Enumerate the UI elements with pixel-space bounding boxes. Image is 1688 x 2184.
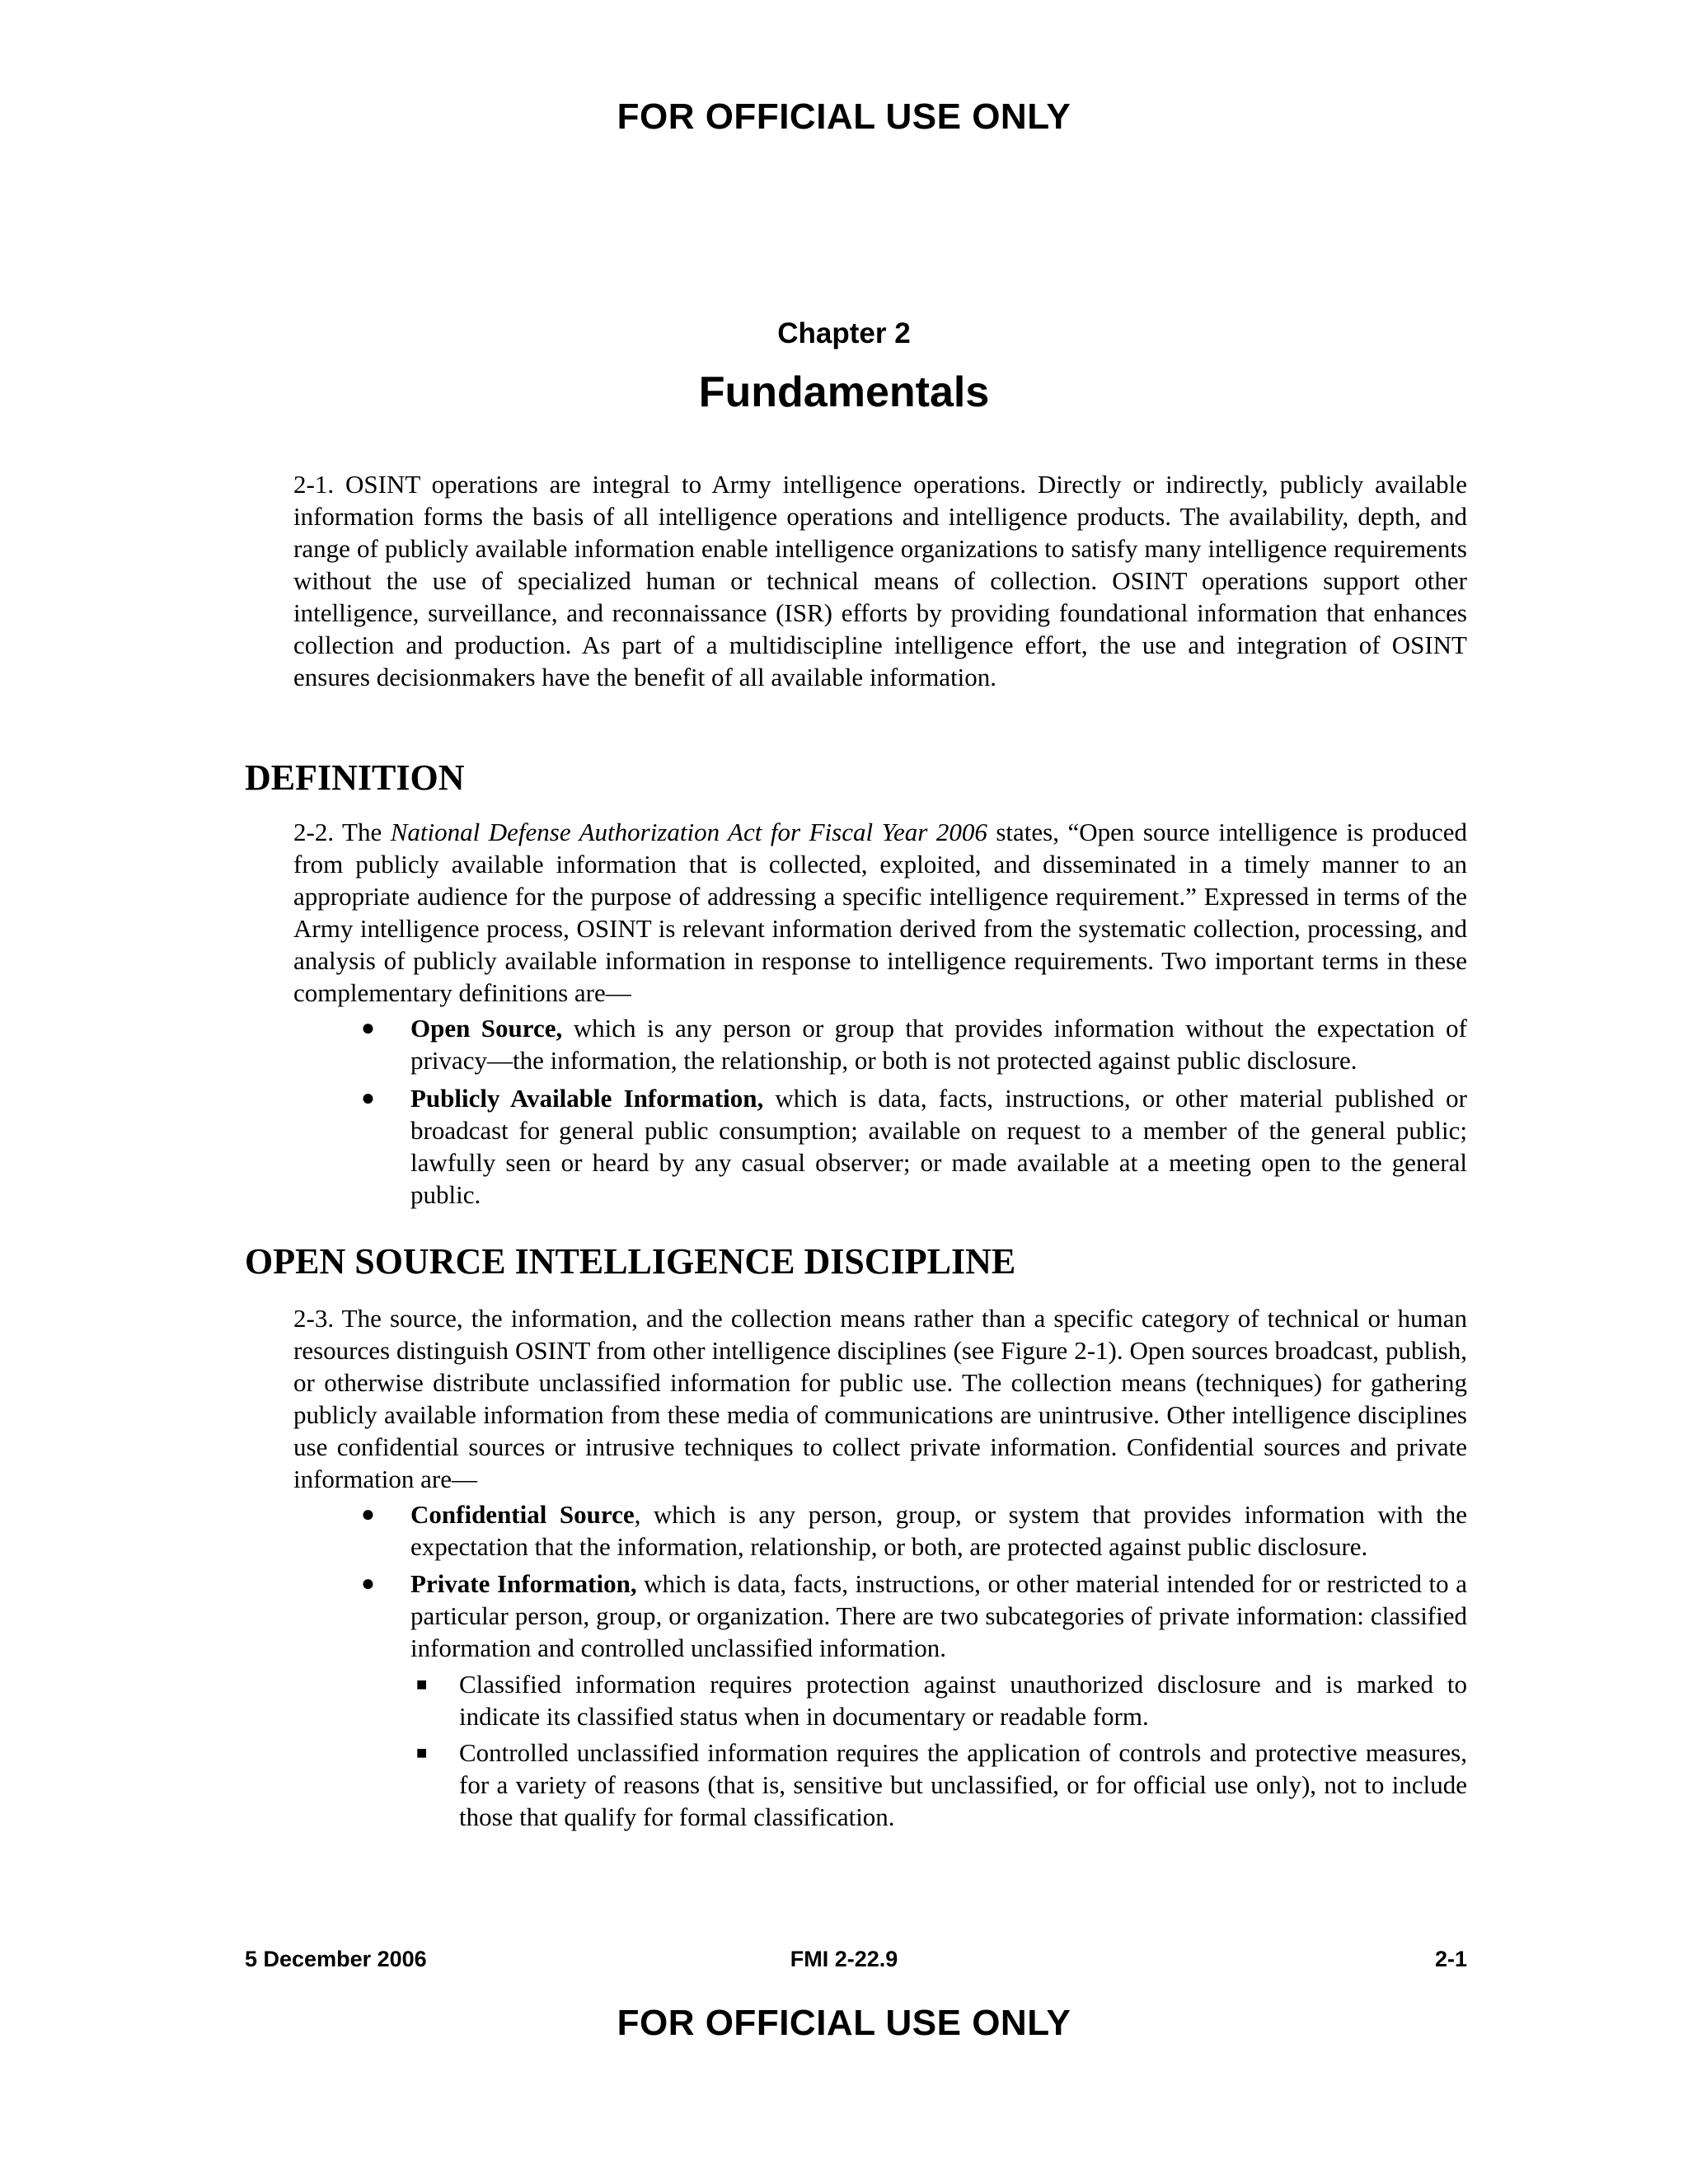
bullet-dot-icon: ●	[361, 1571, 375, 1596]
chapter-title: Fundamentals	[698, 368, 990, 416]
footer-page-number: 2-1	[1434, 1947, 1467, 1971]
section-heading-osint-discipline: OPEN SOURCE INTELLIGENCE DISCIPLINE	[245, 1241, 1016, 1282]
bullet-open-source	[361, 1012, 1467, 1076]
paragraph-2-2-prefix: 2-2. The	[293, 818, 391, 846]
bullet-dot-icon: ●	[361, 1502, 375, 1527]
act-title: National Defense Authorization Act for Fiscal Year 2006	[390, 818, 987, 846]
security-marking-bottom: FOR OFFICIAL USE ONLY	[617, 2003, 1071, 2043]
footer-date: 5 December 2006	[245, 1947, 427, 1971]
bullet-text: which is data, facts, instructions, or other material intended for or restricted to a particular person, group, or organization. There are two subcategories of private information: classified information and controlled unclassified information.	[410, 1569, 1467, 1662]
bullet-term: Private Information,	[410, 1569, 637, 1598]
bullet-text: which is any person or group that provides information without the expectation of privacy—the information, the relationship, or both is not protected against public disclosure.	[410, 1014, 1467, 1075]
bullet-term: Confidential Source	[410, 1500, 635, 1529]
bullet-dot-icon: ●	[361, 1015, 375, 1041]
sub-bullet-controlled-unclassified	[416, 1736, 1467, 1833]
paragraph-2-2	[293, 816, 1467, 1009]
paragraph-2-2-body: states, “Open source intelligence is produced from publicly available information that is collected, exploited, and disseminated in a timely manner to an appropriate audience for the purpose of addressing a specific intelligence requirement.” Expressed in terms of the Army intelligence process, OSINT is relevant information derived from the systematic collection, processing, and analysis of publicly available information in response to intelligence requirements. Two important terms in these complementary definitions are—	[293, 818, 1467, 1007]
paragraph-2-3: 2-3. The source, the information, and the collection means rather than a specific category of technical or human resources distinguish OSINT from other intelligence disciplines (see Figure 2-1). Open sources broadcast, publish, or otherwise distribute unclassified information for public use. The collection means (techniques) for gathering publicly available information from these media of communications are unintrusive. Other intelligence disciplines use confidential sources or intrusive techniques to collect private information. Confidential sources and private information are—	[293, 1304, 1467, 1493]
bullet-confidential-source	[361, 1498, 1467, 1563]
bullet-text: which is data, facts, instructions, or other material published or broadcast for general public consumption; available on request to a member of the general public; lawfully seen or heard by any casual observer; or made available at a meeting open to the general public.	[410, 1084, 1467, 1209]
square-bullet-icon: ■	[416, 1742, 428, 1763]
section-heading-definition: DEFINITION	[245, 757, 465, 798]
bullet-text: , which is any person, group, or system that provides information with the expectation that the information, relationship, or both, are protected against public disclosure.	[410, 1500, 1467, 1561]
bullet-term: Open Source,	[410, 1014, 563, 1043]
bullet-dot-icon: ●	[361, 1085, 375, 1111]
bullet-publicly-available-information	[361, 1082, 1467, 1211]
security-marking-top: FOR OFFICIAL USE ONLY	[617, 96, 1071, 137]
sub-bullet-classified-information	[416, 1668, 1467, 1732]
square-bullet-icon: ■	[416, 1674, 428, 1694]
sub-bullet-text: Classified information requires protection against unauthorized disclosure and is marked to indicate its classified status when in documentary or readable form.	[459, 1670, 1467, 1731]
bullet-term: Publicly Available Information,	[410, 1084, 764, 1113]
paragraph-2-1: 2-1. OSINT operations are integral to Army intelligence operations. Directly or indirectly, publicly available information forms the basis of all intelligence operations and intelligence products. The availability, depth, and range of publicly available information enable intelligence organizations to satisfy many intelligence requirements without the use of specialized human or technical means of collection. OSINT operations support other intelligence, surveillance, and reconnaissance (ISR) efforts by providing foundational information that enhances collection and production. As part of a multidiscipline intelligence effort, the use and integration of OSINT ensures decisionmakers have the benefit of all available information.	[293, 470, 1467, 691]
chapter-label: Chapter 2	[777, 317, 911, 349]
footer-publication-number: FMI 2-22.9	[790, 1947, 898, 1971]
sub-bullet-text: Controlled unclassified information requires the application of controls and protective measures, for a variety of reasons (that is, sensitive but unclassified, or for official use only), not to include those that qualify for formal classification.	[459, 1738, 1467, 1831]
bullet-private-information	[361, 1568, 1467, 1664]
